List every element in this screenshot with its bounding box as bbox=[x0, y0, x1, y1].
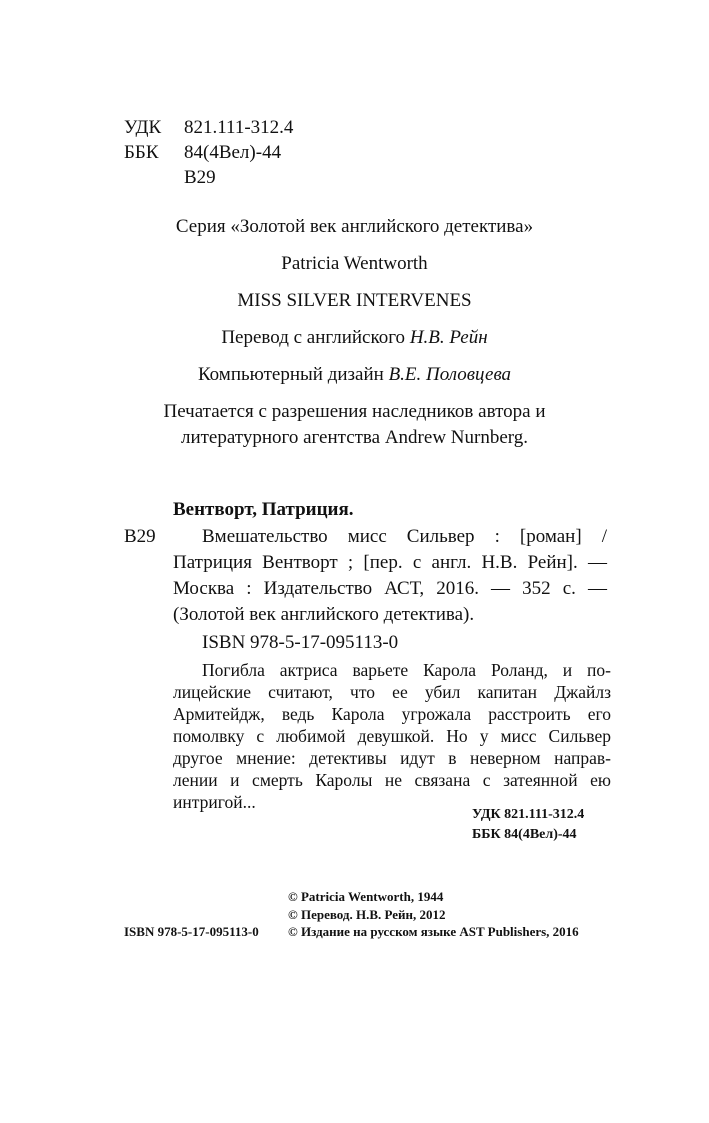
udk-value: 821.111-312.4 bbox=[184, 117, 294, 138]
annotation-line-2: лицейские считают, что ее убил капитан Джайлз bbox=[173, 682, 611, 702]
annotation-line-5: другое мнение: детективы идут в неверном направ- bbox=[173, 748, 611, 768]
udk-repeat: УДК 821.111-312.4 bbox=[472, 807, 585, 822]
catalog-isbn: ISBN 978-5-17-095113-0 bbox=[202, 632, 399, 653]
original-author: Patricia Wentworth bbox=[281, 253, 428, 274]
bbk-repeat: ББК 84(4Вел)-44 bbox=[472, 827, 577, 842]
catalog-line-4: (Золотой век английского детектива). bbox=[173, 604, 475, 625]
translator-name: Н.В. Рейн bbox=[409, 327, 488, 348]
annotation-line-6: лении и смерть Каролы не связана с затеянной ею bbox=[173, 770, 611, 790]
translation-label: Перевод с английского bbox=[221, 327, 406, 348]
design-label: Компьютерный дизайн bbox=[197, 364, 384, 385]
catalog-heading: Вентворт, Патриция. bbox=[173, 499, 354, 520]
author-sign: В29 bbox=[184, 167, 216, 188]
copyright-line-1: © Patricia Wentworth, 1944 bbox=[288, 889, 444, 904]
translation-line bbox=[0, 326, 709, 350]
catalog-line-3: Москва : Издательство АСТ, 2016. — 352 с. — bbox=[173, 578, 607, 599]
designer-name: В.Е. Половцева bbox=[388, 364, 512, 385]
design-line bbox=[0, 363, 709, 387]
annotation-line-3: Армитейдж, ведь Карола угрожала расстроить его bbox=[173, 704, 611, 724]
catalog-line-1: Вмешательство мисс Сильвер : [роман] / bbox=[202, 526, 607, 547]
series-line: Серия «Золотой век английского детектива» bbox=[175, 216, 534, 237]
bbk-label: ББК bbox=[124, 142, 159, 163]
copyright-line-2: © Перевод. Н.В. Рейн, 2012 bbox=[288, 907, 446, 922]
copyright-isbn: ISBN 978-5-17-095113-0 bbox=[124, 924, 259, 939]
annotation-line-7: интригой... bbox=[173, 792, 256, 812]
bbk-value: 84(4Вел)-44 bbox=[184, 142, 282, 163]
catalog-line-2: Патриция Вентворт ; [пер. с англ. Н.В. Рейн]. — bbox=[173, 552, 607, 573]
annotation-line-1: Погибла актриса варьете Карола Роланд, и по- bbox=[202, 660, 611, 680]
catalog-sign: В29 bbox=[124, 526, 156, 547]
annotation-line-4: помолвку с любимой девушкой. Но у мисс Сильвер bbox=[173, 726, 611, 746]
permission-line-1: Печатается с разрешения наследников автора и bbox=[163, 401, 546, 422]
permission-line-2: литературного агентства Andrew Nurnberg. bbox=[180, 427, 529, 448]
original-title: MISS SILVER INTERVENES bbox=[237, 290, 472, 311]
copyright-line-3: © Издание на русском языке AST Publishers, 2016 bbox=[288, 924, 579, 939]
udk-label: УДК bbox=[124, 117, 162, 138]
